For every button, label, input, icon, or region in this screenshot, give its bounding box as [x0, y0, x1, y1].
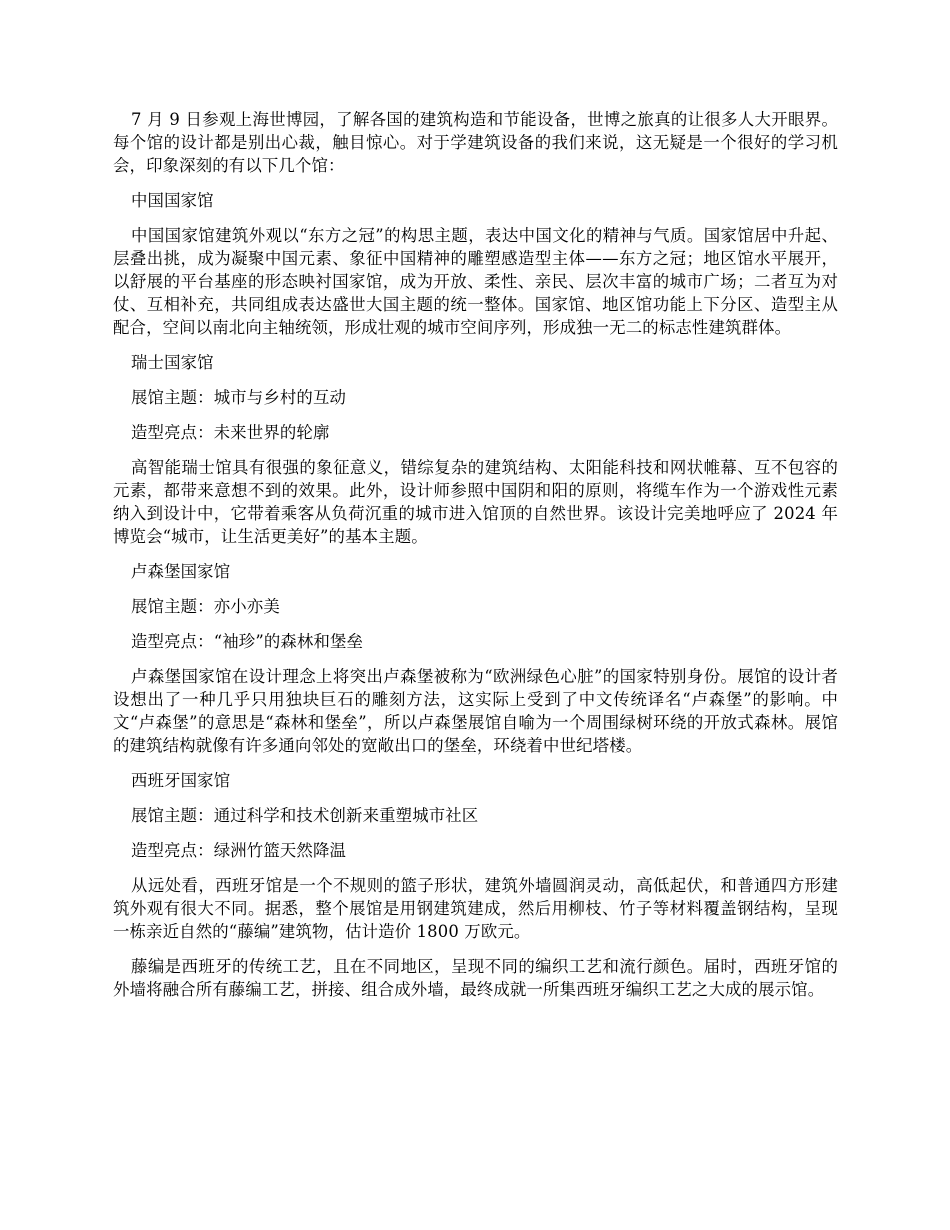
- luxembourg-pavilion-heading: 卢森堡国家馆: [131, 562, 231, 581]
- luxembourg-pavilion-highlight: 造型亮点：“袖珍”的森林和堡垒: [131, 632, 364, 651]
- china-pavilion-description: 中国国家馆建筑外观以“东方之冠”的构思主题，表达中国文化的精神与气质。国家馆居中升起、层叠出挑，成为凝聚中国元素、象征中国精神的雕塑感造型主体——东方之冠；地区馆水平展开，以舒展的平台基座的形态映衬国家馆，成为开放、柔性、亲民、层次丰富的城市广场；二者互为对仗、互相补充，共同组成表达盛世大国主题的统一整体。国家馆、地区馆功能上下分区、造型主从配合，空间以南北向主轴统领，形成壮观的城市空间序列，形成独一无二的标志性建筑群体。: [113, 226, 838, 337]
- luxembourg-pavilion-description: 卢森堡国家馆在设计理念上将突出卢森堡被称为“欧洲绿色心脏”的国家特别身份。展馆的设计者设想出了一种几乎只用独块巨石的雕刻方法，这实际上受到了中文传统译名“卢森堡”的影响。中文“卢森堡”的意思是“森林和堡垒”，所以卢森堡展馆自喻为一个周围绿树环绕的开放式森林。展馆的建筑结构就像有许多通向邻处的宽敞出口的堡垒，环绕着中世纪塔楼。: [113, 667, 838, 755]
- luxembourg-pavilion-theme: 展馆主题：亦小亦美: [131, 597, 280, 616]
- swiss-pavilion-description: 高智能瑞士馆具有很强的象征意义，错综复杂的建筑结构、太阳能科技和网状帷幕、互不包容的元素，都带来意想不到的效果。此外，设计师参照中国阴和阳的原则，将缆车作为一个游戏性元素纳入到设计中，它带着乘客从负荷沉重的城市进入馆顶的自然世界。该设计完美地呼应了 2024 年博览会“城市，让生活更美好”的基本主题。: [113, 458, 838, 546]
- spain-pavilion-theme: 展馆主题：通过科学和技术创新来重塑城市社区: [131, 806, 479, 825]
- spain-pavilion-heading: 西班牙国家馆: [131, 771, 231, 790]
- china-pavilion-heading: 中国国家馆: [131, 191, 214, 210]
- spain-pavilion-highlight: 造型亮点：绿洲竹篮天然降温: [131, 841, 347, 860]
- swiss-pavilion-theme: 展馆主题：城市与乡村的互动: [131, 388, 347, 407]
- swiss-pavilion-heading: 瑞士国家馆: [131, 353, 214, 372]
- spain-pavilion-description-1: 从远处看，西班牙馆是一个不规则的篮子形状，建筑外墙圆润灵动，高低起伏，和普通四方形建筑外观有很大不同。据悉，整个展馆是用钢建筑建成，然后用柳枝、竹子等材料覆盖钢结构，呈现一栋亲近自然的“藤编”建筑物，估计造价 1800 万欧元。: [113, 876, 838, 941]
- document-body: [113, 108, 838, 1013]
- swiss-pavilion-highlight: 造型亮点：未来世界的轮廓: [131, 423, 330, 442]
- intro-paragraph: 7 月 9 日参观上海世博园，了解各国的建筑构造和节能设备，世博之旅真的让很多人大开眼界。每个馆的设计都是别出心裁，触目惊心。对于学建筑设备的我们来说，这无疑是一个很好的学习机会，印象深刻的有以下几个馆：: [113, 110, 838, 175]
- spain-pavilion-description-2: 藤编是西班牙的传统工艺，且在不同地区，呈现不同的编织工艺和流行颜色。届时，西班牙馆的外墙将融合所有藤编工艺，拼接、组合成外墙，最终成就一所集西班牙编织工艺之大成的展示馆。: [113, 957, 838, 999]
